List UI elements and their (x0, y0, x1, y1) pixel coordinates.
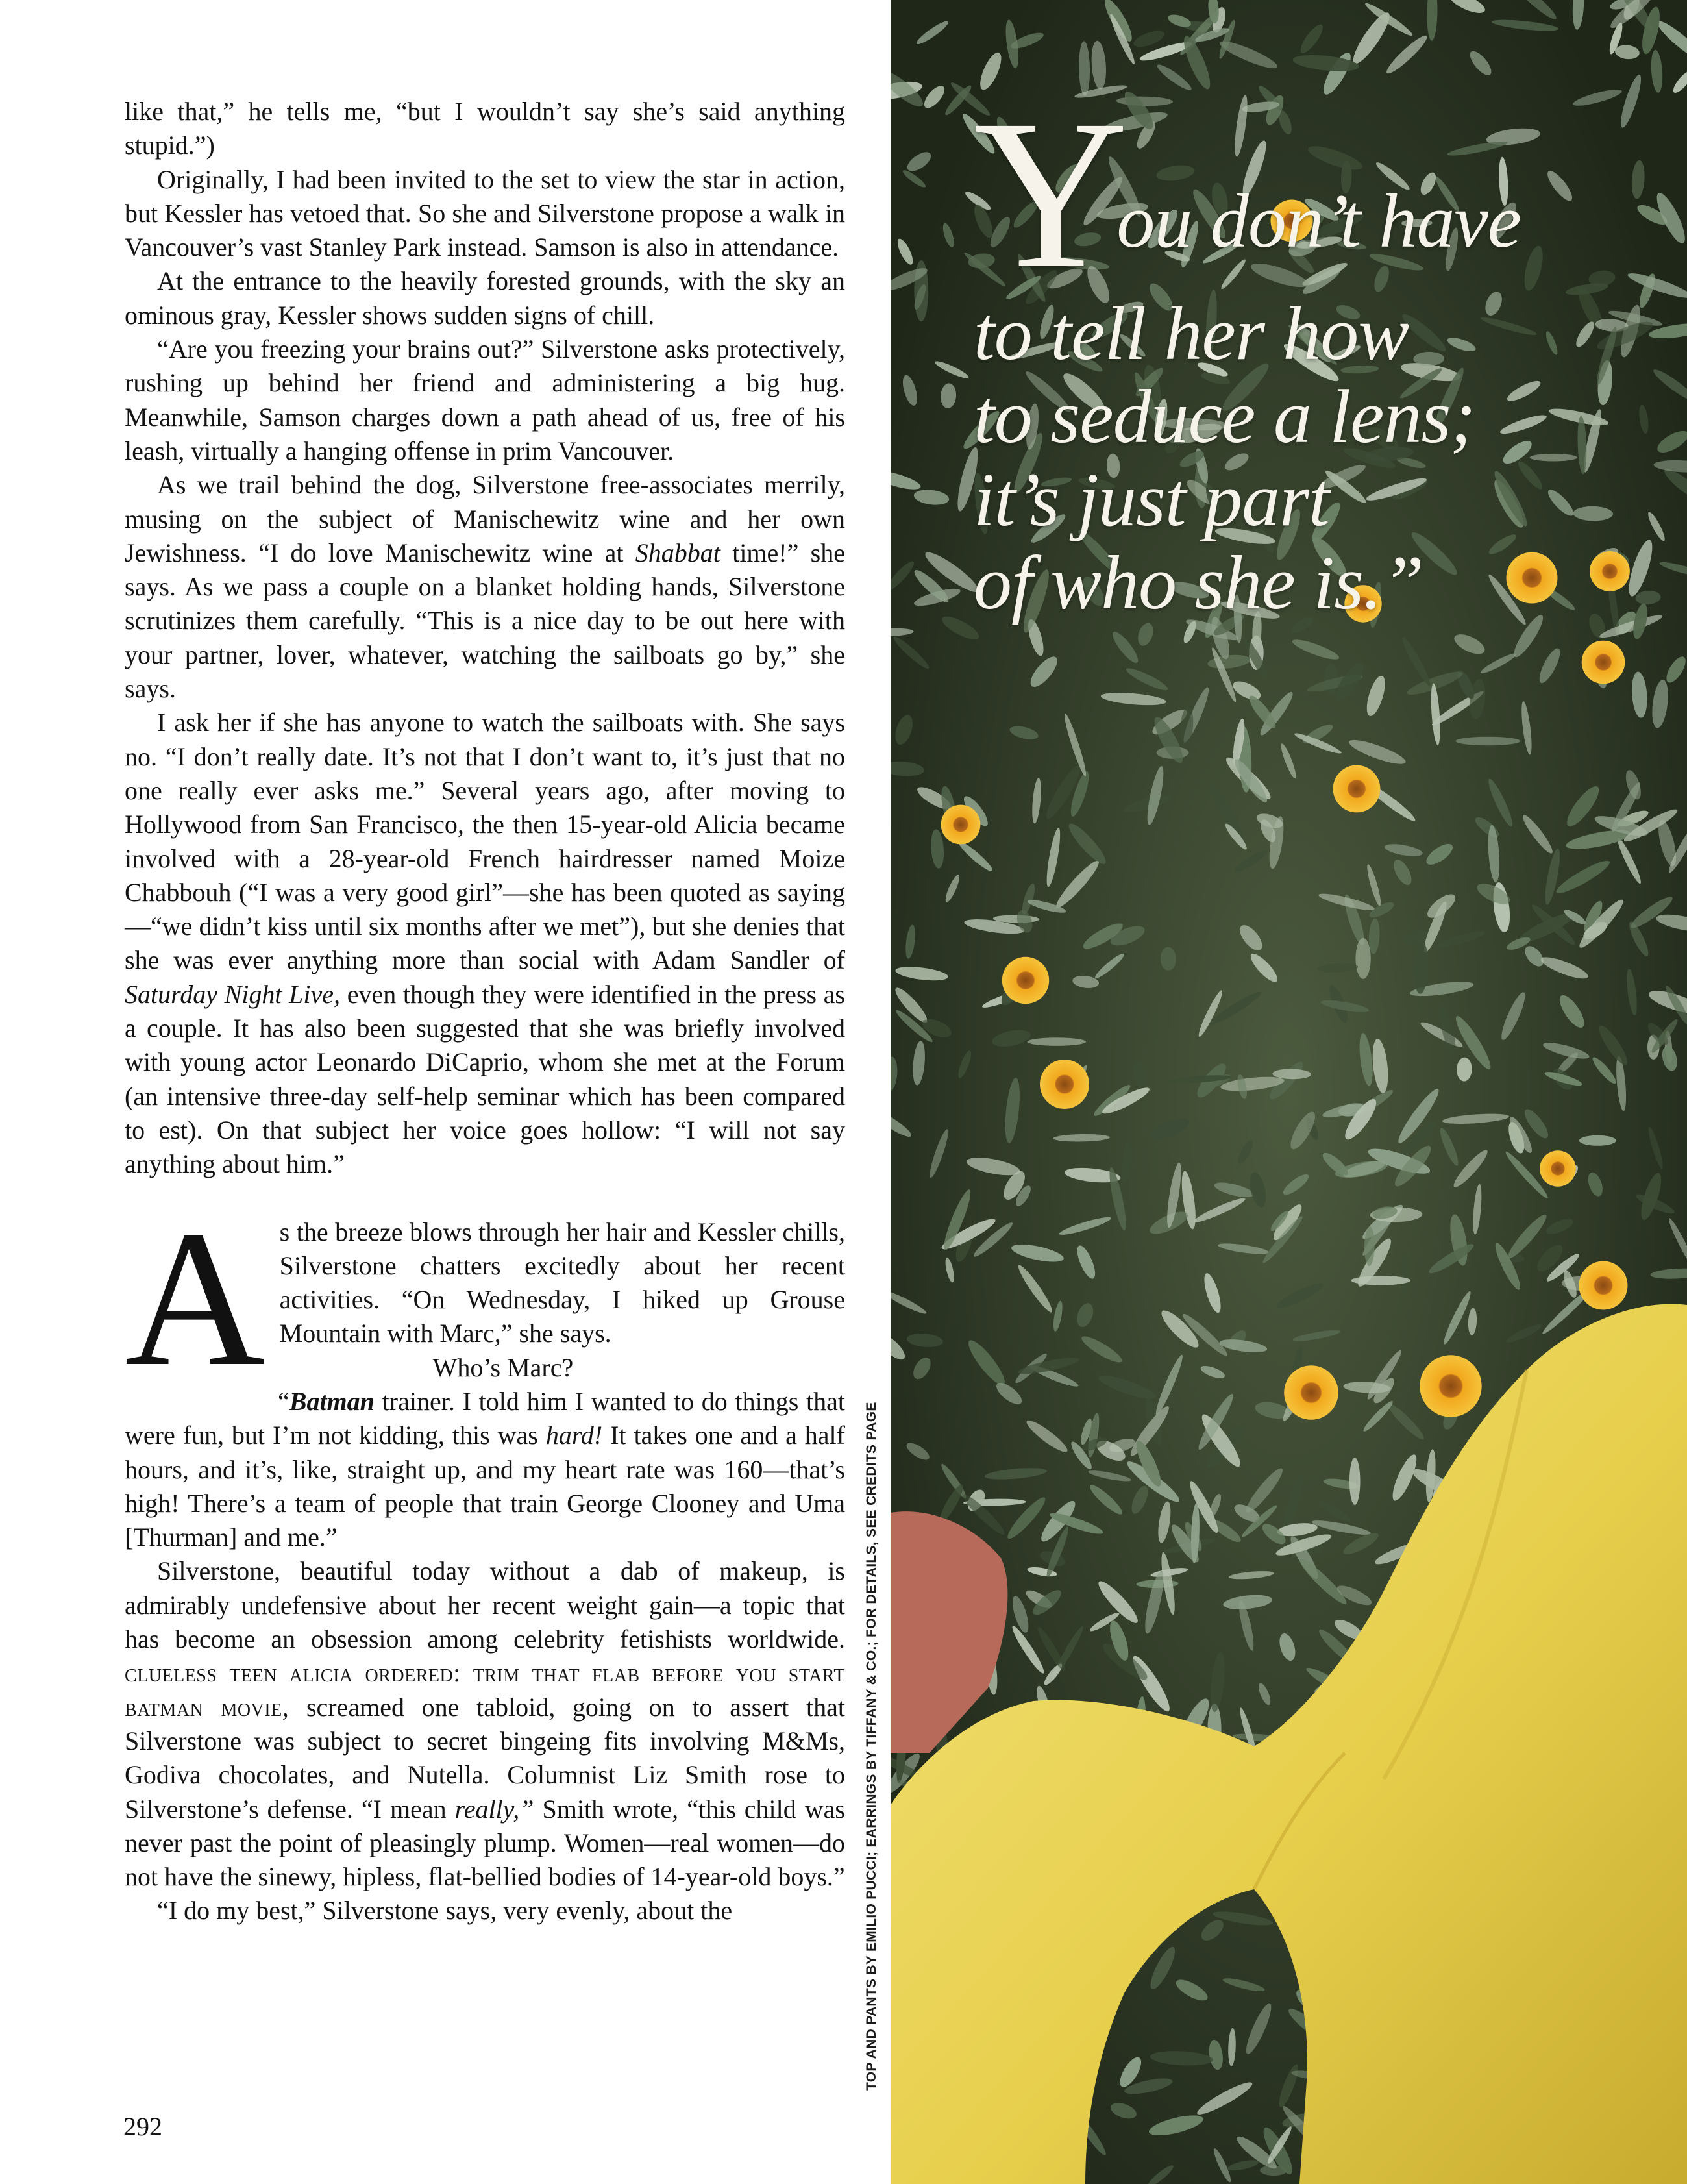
paragraph-7-text: s the breeze blows through her hair and Kessler chills, Silverstone chatters excitedly about her recent activities. “On Wednesday, I hiked up Grouse Mountain with Marc,” she says. (279, 1217, 845, 1348)
pull-quote-line-5: of who she is.” (974, 540, 1424, 625)
italic-shabbat: Shabbat (635, 538, 720, 567)
paragraph-6-text: I ask her if she has anyone to watch the sailboats with. She says no. “I don’t really date. It’s not that I don’t want to, it’s just that no one really ever asks me.” Several years ago, after moving to Hollywood from San Francisco, the then 15-year-old Alicia became involved with a 28-year-old French hairdresser named Moize Chabbouh (“I was a very good girl”—she has been quoted as saying—“we didn’t kiss until six months after we met”), but she denies that she was ever anything more than social with Adam Sandler of (125, 708, 845, 975)
paragraph-1: like that,” he tells me, “but I wouldn’t say she’s said anything stupid.”) (125, 97, 845, 160)
leaf (1579, 1135, 1616, 1146)
paragraph-9-cont: It takes one and a half hours, and it’s, like, straight up, and my heart rate was 160—that’s high! There’s a team of people that train George Clooney and Uma [Thurman] and me.” (125, 1421, 845, 1552)
flower (1579, 1261, 1628, 1310)
paragraph-5 (125, 468, 845, 706)
leaf (1456, 737, 1521, 745)
flower (1540, 1150, 1576, 1187)
leaf (1349, 1458, 1361, 1505)
flower (1420, 1355, 1481, 1417)
paragraph-10 (125, 1554, 845, 1894)
italic-hard: hard! (545, 1421, 603, 1450)
pull-quote (974, 76, 1655, 625)
leaf (1351, 1276, 1410, 1285)
pull-quote-line-1 (974, 76, 1655, 313)
paragraph-11: “I do my best,” Silverstone says, very evenly, about the (157, 1896, 733, 1926)
pull-quote-line-2: to tell her how (974, 291, 1409, 376)
paragraph-5-text: As we trail behind the dog, Silverstone free-associates merrily, musing on the subject of Manischewitz wine and her own Jewishness. “I do love Manischewitz wine at (125, 470, 845, 567)
pull-quote-line-1-text: ou don’t have (1116, 179, 1521, 264)
paragraph-2: Originally, I had been invited to the set to view the star in action, but Kessler has vetoed that. So she and Silverstone propose a walk in Vancouver’s vast Stanley Park instead. Samson is also in attendance. (125, 164, 845, 262)
leaf (1028, 1037, 1086, 1046)
paragraph-3: At the entrance to the heavily forested grounds, with the sky an ominous gray, Kessler shows sudden signs of chill. (125, 266, 845, 330)
leaf (1355, 938, 1370, 979)
photo-credit: TOP AND PANTS BY EMILIO PUCCI; EARRINGS BY TIFFANY & CO.; FOR DETAILS, SEE CREDITS PAGE (864, 1402, 879, 2091)
flower (1333, 765, 1381, 813)
page-number: 292 (123, 2112, 162, 2141)
paragraph-4: “Are you freezing your brains out?” Silverstone asks protectively, rushing up behind her friend and administering a big hug. Meanwhile, Samson charges down a path ahead of us, free of his leash, virtually a hanging offense in prim Vancouver. (125, 334, 845, 465)
paragraph-10-end: Smith wrote, “this child was never past the point of pleasingly plump. Women—real women—do not have the sinewy, hipless, flat-bellied bodies of 14-year-old boys.” (125, 1794, 845, 1892)
flower (941, 805, 981, 845)
flower (1284, 1365, 1338, 1420)
drop-cap: A (125, 1190, 263, 1406)
flower (1582, 641, 1625, 684)
paragraph-8: Who’s Marc? (432, 1352, 574, 1382)
paragraph-10-cont: screamed one tabloid, going on to assert that Silverstone was subject to secret bingeing fits involving M&Ms, Godiva chocolates, and Nutella. Columnist Liz Smith rose to Silverstone’s defense. “I mean (125, 1692, 846, 1824)
paragraph-5-cont: time!” she says. As we pass a couple on a blanket holding hands, Silverstone scrutinizes them carefully. “This is a nice day to be out here with your partner, lover, whatever, watching the sailboats go by,” she says. (125, 538, 845, 704)
pull-quote-line-4: it’s just part (974, 457, 1329, 542)
paragraph-6 (125, 706, 845, 1181)
pull-quote-line-3: to seduce a lens; (974, 374, 1475, 459)
paragraph-10-text: Silverstone, beautiful today without a dab of makeup, is admirably undefensive about her recent weight gain—a topic that has become an obsession among celebrity fetishists worldwide. (125, 1556, 845, 1654)
open-quote: “ (278, 1386, 289, 1416)
flower (1040, 1060, 1089, 1109)
italic-snl: Saturday Night Live, (125, 979, 341, 1009)
paragraph-9-text: trainer. I told him I wanted to do things that were fun, but I’m not kidding, this was (125, 1386, 846, 1450)
italic-batman: Batman (289, 1386, 375, 1416)
paragraph-6-cont: even though they were identified in the press as a couple. It has also been suggested that she was briefly involved with young actor Leonardo DiCaprio, whom she met at the Forum (an intensive three-day self-help seminar which has been compared to est). On that subject her voice goes hollow: “I will not say anything about him.” (125, 979, 845, 1179)
article-column (125, 95, 845, 1928)
tabloid-headline: clueless teen alicia ordered: trim that flab before you start batman movie, (125, 1658, 845, 1722)
italic-really: really,” (454, 1794, 534, 1824)
flower (1002, 957, 1049, 1004)
pull-quote-initial: Y (974, 76, 1124, 313)
paragraph-9 (125, 1385, 845, 1554)
